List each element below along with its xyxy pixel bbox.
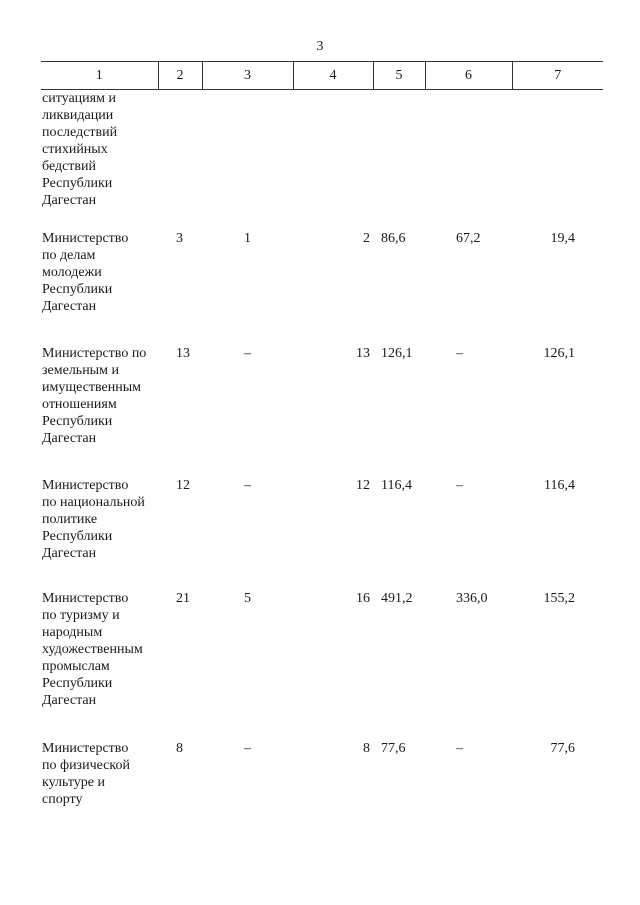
- cell-col-6: –: [456, 478, 463, 493]
- table-row: [41, 590, 603, 740]
- ministry-name: ситуациям и ликвидации последствий стихийных бедствий Республики Дагестан: [42, 91, 118, 208]
- cell-col-3: [202, 90, 293, 231]
- cell-col-7: 155,2: [543, 591, 575, 606]
- cell-col-6: –: [456, 346, 463, 361]
- column-header-4: 4: [293, 62, 373, 90]
- cell-col-7: 77,6: [550, 741, 575, 756]
- column-header-2: 2: [158, 62, 202, 90]
- cell-col-2: [158, 90, 202, 231]
- cell-col-2: 13: [176, 346, 190, 361]
- column-header-5: 5: [373, 62, 425, 90]
- cell-col-7: 116,4: [544, 478, 575, 493]
- cell-col-3: –: [244, 478, 251, 493]
- cell-col-3: –: [244, 346, 251, 361]
- ministry-name: Министерство по национальной политике Республики Дагестан: [42, 478, 145, 561]
- cell-col-3: 1: [244, 231, 251, 246]
- ministry-name: Министерство по земельным и имущественным отношениям Республики Дагестан: [42, 346, 147, 446]
- cell-col-5: [373, 90, 425, 231]
- ministry-name: Министерство по туризму и народным художественным промыслам Республики Дагестан: [42, 591, 143, 708]
- table-header-row: [41, 62, 603, 90]
- cell-col-5: 116,4: [381, 478, 412, 493]
- cell-col-2: 3: [176, 231, 183, 246]
- ministry-name: Министерство по физической культуре и спорту: [42, 741, 130, 807]
- cell-col-7: [512, 90, 603, 231]
- column-header-6: 6: [425, 62, 512, 90]
- page-number: 3: [316, 39, 324, 54]
- cell-col-4: 12: [356, 478, 370, 493]
- table-row: [41, 345, 603, 477]
- cell-col-6: [425, 90, 512, 231]
- cell-col-5: 126,1: [381, 346, 413, 361]
- cell-col-6: –: [456, 741, 463, 756]
- cell-col-4: [293, 90, 373, 231]
- cell-col-5: 77,6: [381, 741, 406, 756]
- cell-col-3: 5: [244, 591, 251, 606]
- column-header-1: 1: [41, 62, 158, 90]
- cell-col-2: 21: [176, 591, 190, 606]
- budget-table: [41, 61, 603, 820]
- cell-col-4: 13: [356, 346, 370, 361]
- table-row: [41, 90, 603, 231]
- cell-col-5: 491,2: [381, 591, 413, 606]
- cell-col-7: 126,1: [543, 346, 575, 361]
- cell-col-3: –: [244, 741, 251, 756]
- table-row: [41, 740, 603, 820]
- table-row: [41, 230, 603, 345]
- table-row: [41, 477, 603, 590]
- cell-col-6: 67,2: [456, 231, 481, 246]
- cell-col-7: 19,4: [550, 231, 575, 246]
- cell-col-2: 12: [176, 478, 190, 493]
- cell-col-6: 336,0: [456, 591, 488, 606]
- cell-col-5: 86,6: [381, 231, 406, 246]
- cell-col-4: 8: [363, 741, 370, 756]
- column-header-3: 3: [202, 62, 293, 90]
- cell-col-4: 2: [363, 231, 370, 246]
- cell-col-2: 8: [176, 741, 183, 756]
- column-header-7: 7: [512, 62, 603, 90]
- cell-col-4: 16: [356, 591, 370, 606]
- ministry-name: Министерство по делам молодежи Республики Дагестан: [42, 231, 129, 314]
